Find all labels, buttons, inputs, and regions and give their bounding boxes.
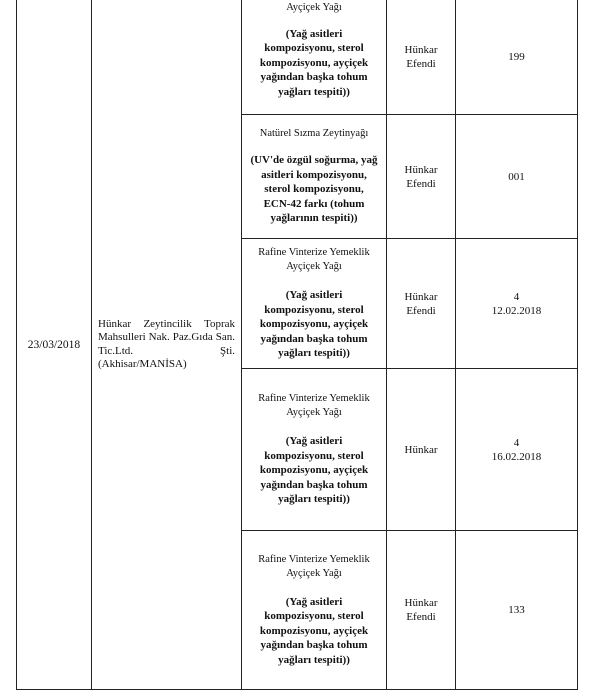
lot-number: 133 <box>508 604 525 616</box>
lot-number: 199 <box>508 51 525 63</box>
product-cell-1 <box>242 0 386 114</box>
product-cell-4 <box>242 369 386 530</box>
lot-number: 4 <box>513 290 520 303</box>
analysis-description: (Yağ asitleri kompozisyonu, sterol kompozisyonu, ayçiçek yağından başka tohum yağları tespiti)) <box>259 289 369 360</box>
lot-number: 4 <box>513 436 520 449</box>
analysis-description: (Yağ asitleri kompozisyonu, sterol kompozisyonu, ayçiçek yağından başka tohum yağları tespiti)) <box>259 435 369 506</box>
number-cell-4 <box>456 369 577 530</box>
brand-name: Hünkar <box>404 443 438 456</box>
product-name: Rafine Vinterize Yemeklik Ayçiçek Yağı <box>258 393 370 419</box>
number-cell-5 <box>456 531 577 689</box>
product-cell-5 <box>242 531 386 689</box>
company-name: Hünkar Zeytincilik Toprak Mahsulleri Nak. Paz.Gıda San. Tic.Ltd. Şti. (Akhisar/MANİSA) <box>98 317 235 370</box>
company-cell <box>92 0 241 689</box>
product-name: Rafine Vinterize Yemeklik Ayçiçek Yağı <box>258 247 370 273</box>
brand-cell-2 <box>387 115 455 238</box>
analysis-date: 23/03/2018 <box>27 338 81 351</box>
production-date: 12.02.2018 <box>491 304 542 317</box>
brand-name: Hünkar Efendi <box>404 290 438 317</box>
product-name: Ayçiçek Yağı <box>286 1 342 13</box>
analysis-description: (UV'de özgül soğurma, yağ asitleri kompozisyonu, sterol kompozisyonu, ECN-42 farkı (tohum yağlarının tespiti)) <box>250 154 378 225</box>
product-name: Natürel Sızma Zeytinyağı <box>259 128 369 140</box>
product-cell-2 <box>242 115 386 238</box>
number-cell-2 <box>456 115 577 238</box>
brand-cell-5 <box>387 531 455 689</box>
brand-name: Hünkar Efendi <box>404 597 438 623</box>
table-border-right <box>577 0 578 690</box>
brand-cell-3 <box>387 239 455 368</box>
analysis-description: (Yağ asitleri kompozisyonu, sterol kompozisyonu, ayçiçek yağından başka tohum yağları tespiti)) <box>259 27 369 98</box>
number-cell-3 <box>456 239 577 368</box>
brand-cell-4 <box>387 369 455 530</box>
production-date: 16.02.2018 <box>491 450 542 463</box>
product-name: Rafine Vinterize Yemeklik Ayçiçek Yağı <box>258 553 370 579</box>
number-cell-1 <box>456 0 577 114</box>
analysis-description: (Yağ asitleri kompozisyonu, sterol kompozisyonu, ayçiçek yağından başka tohum yağları tespiti)) <box>259 595 369 666</box>
lot-number: 001 <box>508 170 525 183</box>
analysis-date-cell <box>17 0 91 689</box>
brand-name: Hünkar Efendi <box>404 44 438 70</box>
table-border-bottom <box>16 689 578 690</box>
brand-cell-1 <box>387 0 455 114</box>
product-cell-3 <box>242 239 386 368</box>
brand-name: Hünkar Efendi <box>404 163 438 190</box>
